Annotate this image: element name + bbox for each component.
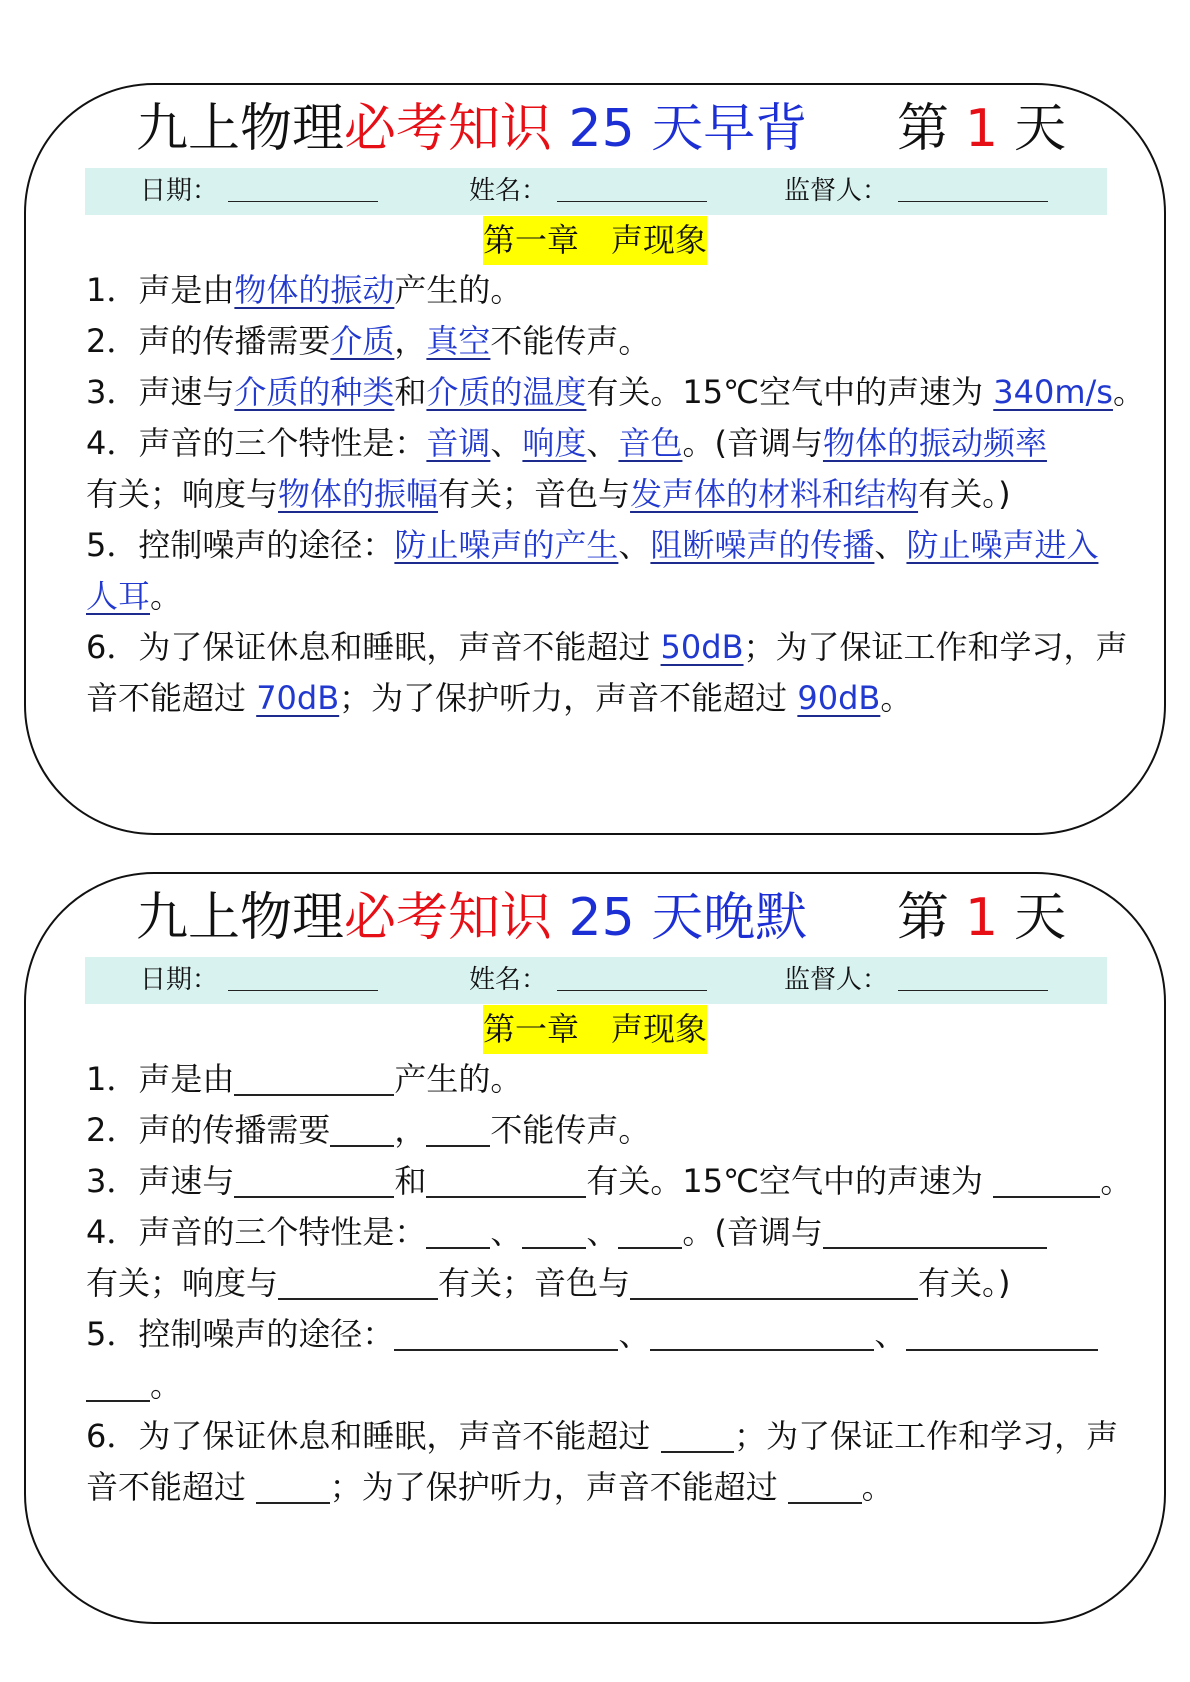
line-text: 、 (490, 1213, 523, 1251)
date-label: 日期： (140, 965, 219, 995)
line-text: 不能传声。 (490, 322, 651, 360)
item-6-line-a (86, 622, 1148, 673)
answer-text: 物体的振动 (234, 271, 395, 309)
item-4-line-a (86, 1207, 1148, 1258)
info-bar (85, 168, 1107, 215)
line-text: ， (394, 322, 427, 360)
answer-blank (234, 1094, 394, 1096)
supervisor-label: 监督人： (784, 176, 889, 206)
line-text: 、 (874, 1315, 907, 1353)
answer-text: 防止噪声的产生 (394, 526, 619, 564)
supervisor-field (784, 168, 1048, 215)
line-text: 6．为了保证休息和睡眠，声音不能超过 (86, 1417, 661, 1455)
date-label: 日期： (140, 176, 219, 206)
date-blank (228, 201, 378, 202)
answer-text: 物体的振动频率 (822, 424, 1047, 462)
line-text: 。 (150, 577, 183, 615)
answer-blank (426, 1247, 490, 1249)
item-6-line-b (86, 1462, 1148, 1513)
dictation-list (86, 1054, 1148, 1513)
name-field (469, 168, 707, 215)
supervisor-blank (898, 201, 1048, 202)
line-text: ；为了保证工作和学习，声 (734, 1417, 1119, 1455)
answer-blank (788, 1502, 862, 1504)
item-5-line-b (86, 1360, 1148, 1411)
line-text: 。 (150, 1366, 183, 1404)
line-text: 5．控制噪声的途径： (86, 526, 395, 564)
item-5-line-b (86, 571, 1148, 622)
morning-recitation-card (24, 83, 1166, 835)
name-label: 姓名： (469, 176, 548, 206)
answer-text: 音调 (426, 424, 491, 462)
day-suffix: 天 (1014, 99, 1067, 159)
line-text: 音不能超过 (86, 679, 257, 717)
line-text: 。 (861, 1468, 894, 1506)
line-text: 、 (490, 424, 523, 462)
answer-text: 防止噪声进入 (906, 526, 1099, 564)
line-text: 有关。15℃空气中的声速为 (586, 373, 994, 411)
chapter-heading: 第一章 声现象 (483, 1005, 707, 1054)
answer-text: 70dB (256, 679, 340, 717)
line-text: 3．声速与 (86, 373, 235, 411)
day-label (897, 99, 1066, 159)
answer-text: 340m/s (993, 373, 1113, 411)
item-5-line-a (86, 1309, 1148, 1360)
title-subject: 九上物理 (136, 99, 345, 159)
date-field (140, 168, 378, 215)
line-text: ， (394, 1111, 427, 1149)
line-text: 6．为了保证休息和睡眠，声音不能超过 (86, 628, 661, 666)
line-text: 、 (618, 526, 651, 564)
chapter-row (26, 1005, 1164, 1054)
title-plan: 25 天早背 (552, 99, 808, 159)
line-text: 有关；响度与 (86, 475, 279, 513)
supervisor-label: 监督人： (784, 965, 889, 995)
name-field (469, 957, 707, 1004)
line-text: 4．声音的三个特性是： (86, 1213, 427, 1251)
line-text: 产生的。 (394, 271, 523, 309)
day-suffix: 天 (1014, 888, 1067, 948)
info-bar (85, 957, 1107, 1004)
line-text: 。 (1112, 373, 1145, 411)
answer-text: 发声体的材料和结构 (630, 475, 919, 513)
answer-blank (234, 1196, 394, 1198)
answer-blank (993, 1196, 1100, 1198)
line-text: 。 (880, 679, 913, 717)
answer-blank (522, 1247, 586, 1249)
day-prefix: 第 (897, 888, 950, 948)
item-4-line-b (86, 469, 1148, 520)
item-1-line (86, 1054, 1148, 1105)
chapter-row (26, 216, 1164, 265)
answer-blank (86, 1400, 150, 1402)
answer-text: 音色 (618, 424, 683, 462)
answer-blank (426, 1196, 586, 1198)
item-4-line-b (86, 1258, 1148, 1309)
day-number: 1 (965, 888, 999, 948)
line-text: 。(音调与 (682, 424, 823, 462)
line-text: 。(音调与 (682, 1213, 823, 1251)
line-text: 和 (394, 1162, 427, 1200)
supervisor-blank (898, 990, 1048, 991)
line-text: 。 (1100, 1162, 1133, 1200)
answer-blank (661, 1451, 735, 1453)
line-text: ；为了保护听力，声音不能超过 (339, 679, 798, 717)
answer-text: 人耳 (86, 577, 151, 615)
title-highlight: 必考知识 (344, 888, 553, 948)
answer-text: 真空 (426, 322, 491, 360)
card-title (136, 888, 807, 948)
line-text: 不能传声。 (490, 1111, 651, 1149)
line-text: 、 (874, 526, 907, 564)
answer-text: 阻断噪声的传播 (650, 526, 875, 564)
line-text: 、 (586, 424, 619, 462)
line-text: 和 (394, 373, 427, 411)
answer-blank (630, 1298, 918, 1300)
answer-blank (650, 1349, 874, 1351)
answer-blank (906, 1349, 1098, 1351)
item-2-line (86, 316, 1148, 367)
answer-blank (426, 1145, 490, 1147)
name-label: 姓名： (469, 965, 548, 995)
answer-text: 介质 (330, 322, 395, 360)
answer-blank (256, 1502, 330, 1504)
answer-text: 介质的温度 (426, 373, 587, 411)
name-blank (557, 201, 707, 202)
answer-text: 90dB (797, 679, 881, 717)
title-highlight: 必考知识 (344, 99, 553, 159)
name-blank (557, 990, 707, 991)
line-text: 1．声是由 (86, 271, 235, 309)
line-text: 4．声音的三个特性是： (86, 424, 427, 462)
answer-blank (330, 1145, 394, 1147)
line-text: 、 (586, 1213, 619, 1251)
line-text: 5．控制噪声的途径： (86, 1315, 395, 1353)
item-6-line-a (86, 1411, 1148, 1462)
supervisor-field (784, 957, 1048, 1004)
day-prefix: 第 (897, 99, 950, 159)
answer-text: 介质的种类 (234, 373, 395, 411)
item-5-line-a (86, 520, 1148, 571)
title-subject: 九上物理 (136, 888, 345, 948)
line-text: 、 (618, 1315, 651, 1353)
day-number: 1 (965, 99, 999, 159)
date-field (140, 957, 378, 1004)
answer-blank (618, 1247, 682, 1249)
line-text: 有关；音色与 (438, 1264, 631, 1302)
card-title (136, 99, 807, 159)
item-1-line (86, 265, 1148, 316)
line-text: 有关；响度与 (86, 1264, 279, 1302)
item-4-line-a (86, 418, 1148, 469)
line-text: 有关。) (918, 1264, 1011, 1302)
item-3-line (86, 367, 1148, 418)
knowledge-list (86, 265, 1148, 724)
title-plan: 25 天晚默 (552, 888, 808, 948)
answer-text: 物体的振幅 (278, 475, 439, 513)
answer-blank (278, 1298, 438, 1300)
date-blank (228, 990, 378, 991)
line-text: 2．声的传播需要 (86, 1111, 331, 1149)
line-text: 2．声的传播需要 (86, 322, 331, 360)
item-6-line-b (86, 673, 1148, 724)
line-text: 有关。15℃空气中的声速为 (586, 1162, 994, 1200)
item-2-line (86, 1105, 1148, 1156)
line-text: 有关；音色与 (438, 475, 631, 513)
chapter-heading: 第一章 声现象 (483, 216, 707, 265)
line-text: 3．声速与 (86, 1162, 235, 1200)
answer-blank (823, 1247, 1047, 1249)
line-text: ；为了保护听力，声音不能超过 (329, 1468, 788, 1506)
item-3-line (86, 1156, 1148, 1207)
answer-text: 响度 (522, 424, 587, 462)
line-text: 有关。) (918, 475, 1011, 513)
line-text: 音不能超过 (86, 1468, 257, 1506)
evening-dictation-card (24, 872, 1166, 1624)
answer-blank (394, 1349, 618, 1351)
answer-text: 50dB (660, 628, 744, 666)
day-label (897, 888, 1066, 948)
line-text: ；为了保证工作和学习，声 (743, 628, 1128, 666)
line-text: 1．声是由 (86, 1060, 235, 1098)
line-text: 产生的。 (394, 1060, 523, 1098)
